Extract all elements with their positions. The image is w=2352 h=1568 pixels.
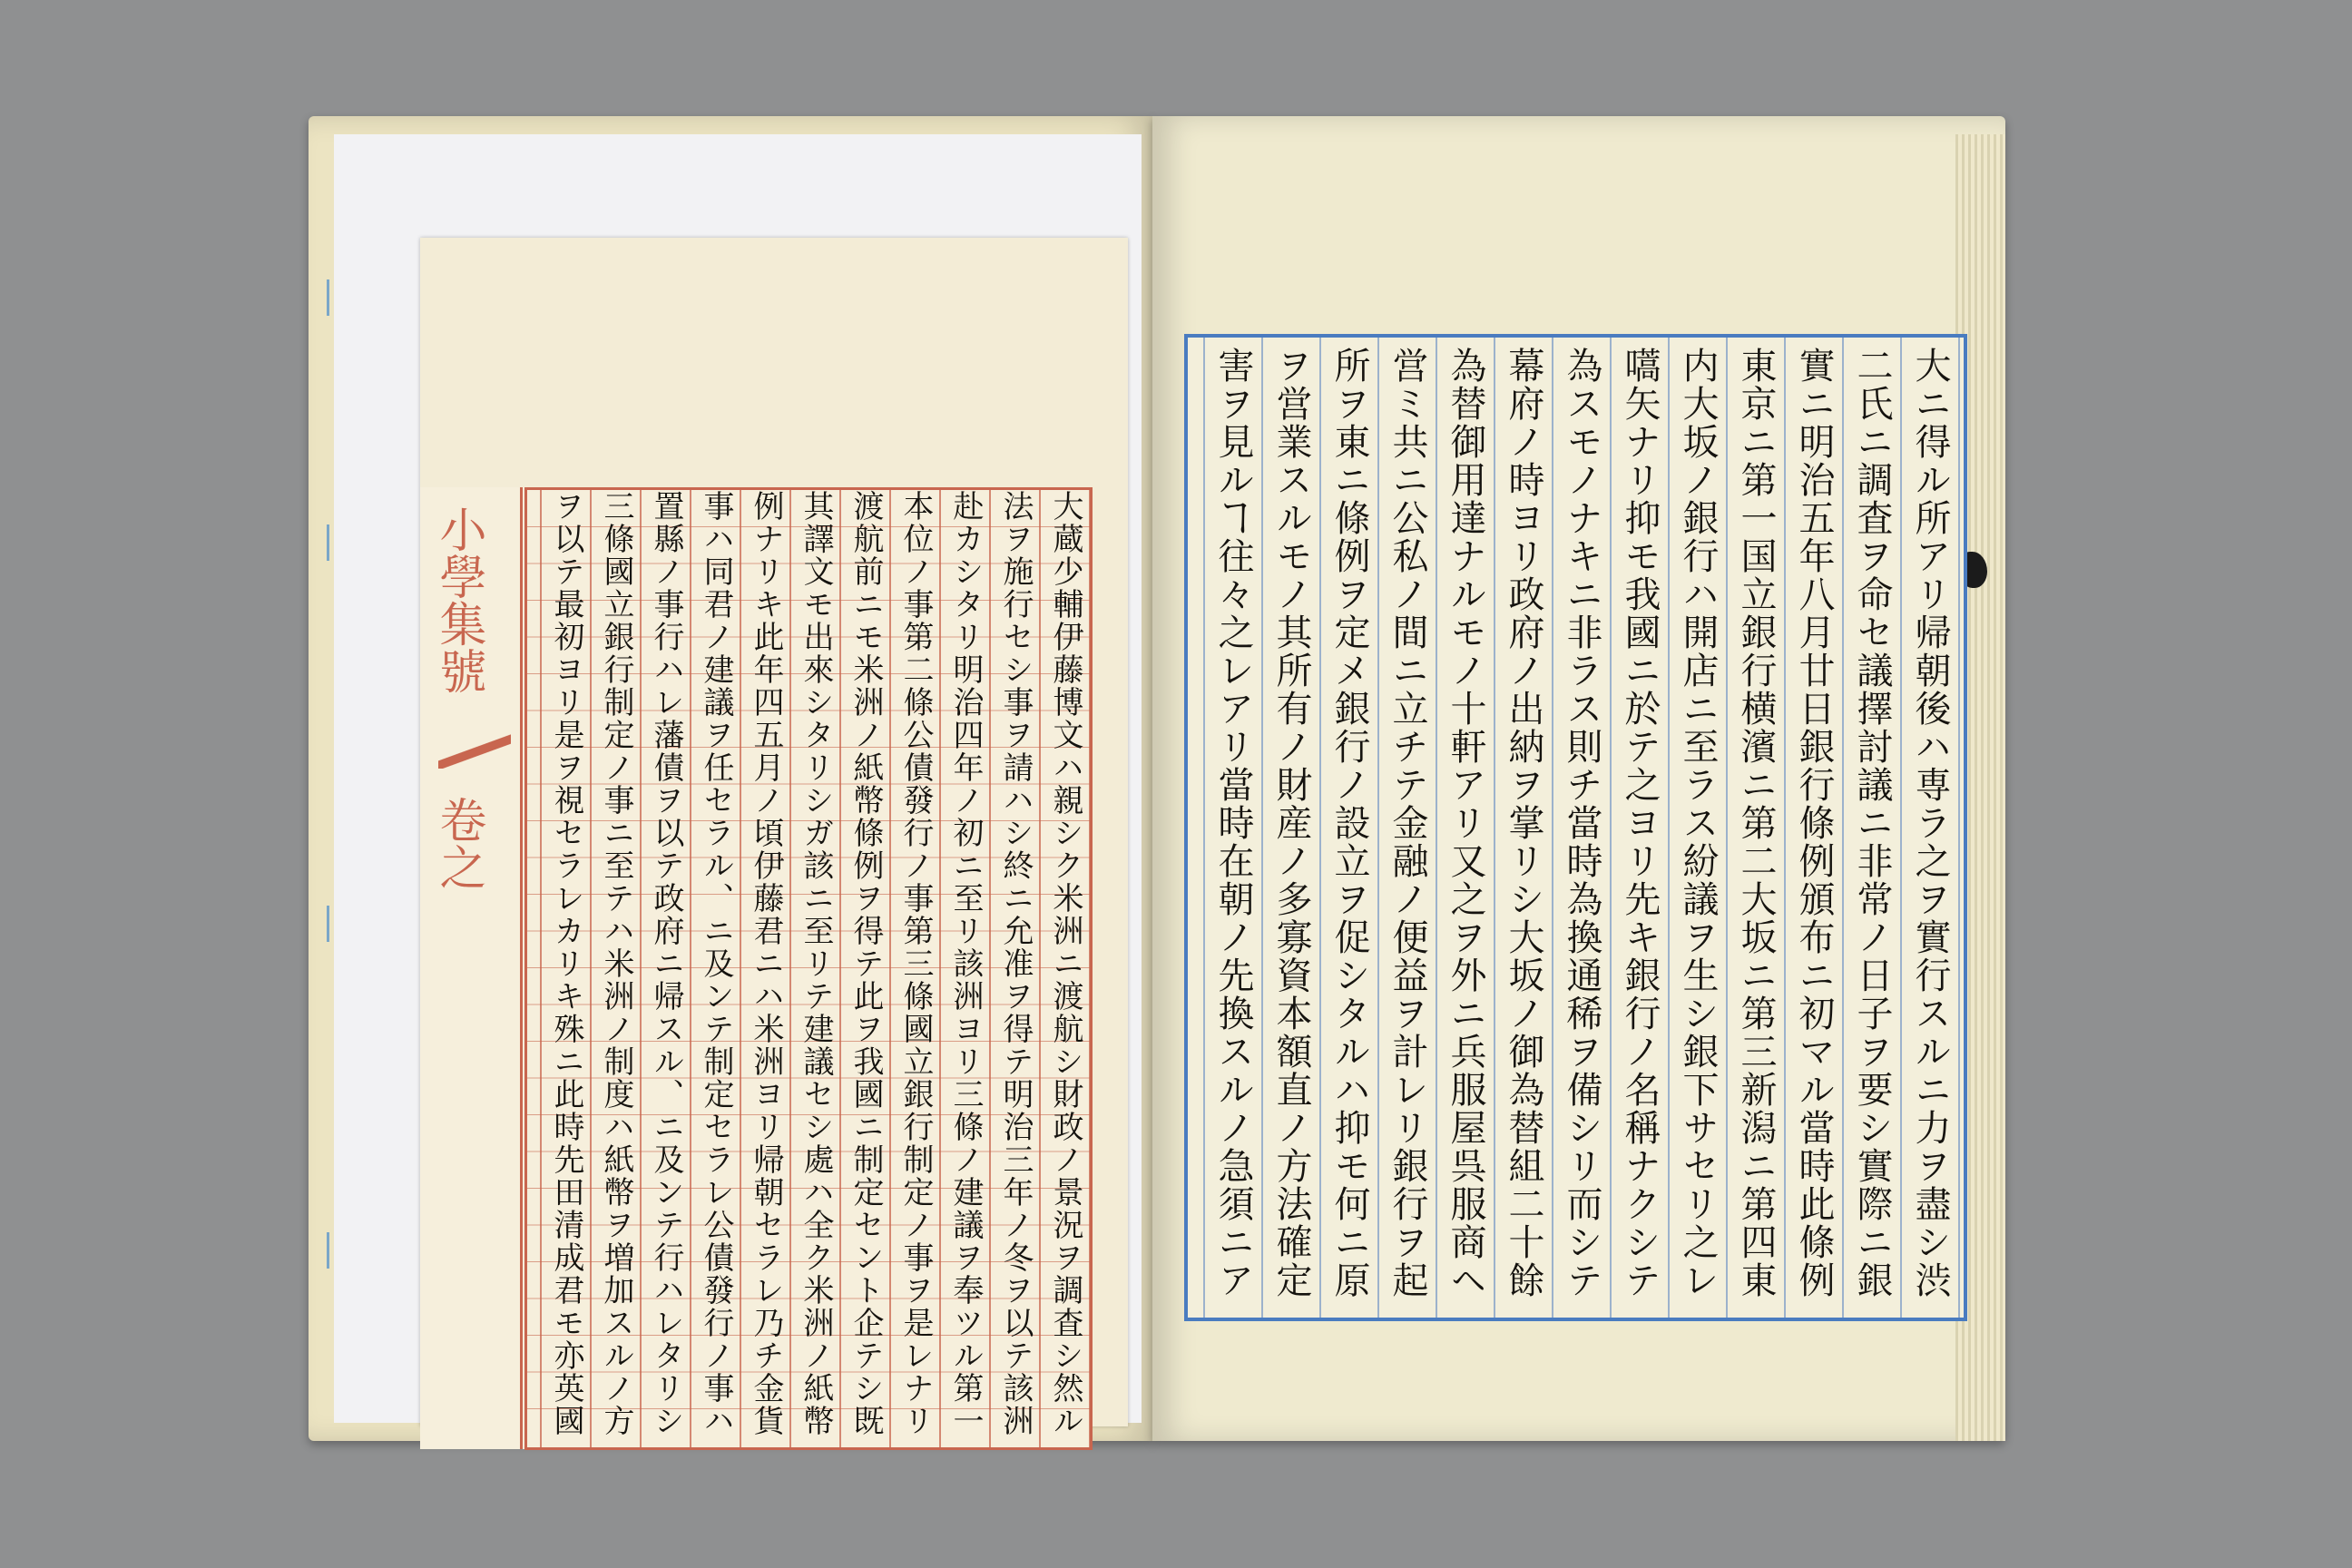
volume-label: 卷之 bbox=[431, 796, 485, 890]
text-column: 為替御用達ナルモノ十軒アリ又之ヲ外ニ兵服屋呉服商ヘ bbox=[1445, 347, 1486, 1299]
text-column: 大ニ得ル所アリ帰朝後ハ専ラ之ヲ實行スルニ力ヲ盡シ渋 bbox=[1909, 347, 1951, 1299]
binding-thread bbox=[327, 1232, 329, 1269]
text-column: 大蔵少輔伊藤博文ハ親シク米洲ニ渡航シ財政ノ景況ヲ調査シ然ル bbox=[1047, 490, 1083, 1437]
blue-ruled-frame bbox=[1184, 334, 1967, 1321]
text-column: 例ナリキ此年四五月ノ頃伊藤君ニハ米洲ヨリ帰朝セラレ乃チ金貨 bbox=[748, 490, 784, 1437]
text-column: 事ハ同君ノ建議ヲ任セラル、ニ及ンテ制定セラレ公債發行ノ事ハ bbox=[698, 490, 734, 1437]
text-column: 嚆矢ナリ抑モ我國ニ於テ之ヨリ先キ銀行ノ名稱ナクシテ bbox=[1619, 347, 1661, 1299]
text-column: ヲ以テ最初ヨリ是ヲ視セラレカリキ殊ニ此時先田清成君モ亦英國 bbox=[548, 490, 584, 1437]
text-column: 赴カシタリ明治四年ノ初ニ至リ該洲ヨリ三條ノ建議ヲ奉ツル第一 bbox=[947, 490, 984, 1437]
red-ruled-frame bbox=[420, 487, 1092, 1449]
text-column: 實ニ明治五年八月廿日銀行條例頒布ニ初マル當時此條例 bbox=[1793, 347, 1835, 1299]
text-column: 営ミ共ニ公私ノ間ニ立チテ金融ノ便益ヲ計レリ銀行ヲ起 bbox=[1387, 347, 1428, 1299]
left-page bbox=[309, 116, 1152, 1441]
text-column: ヲ営業スルモノ其所有ノ財産ノ多寡資本額直ノ方法確定 bbox=[1270, 347, 1312, 1299]
text-column: 害ヲ見ルヿ往々之レアリ當時在朝ノ先換スルノ急須ニア bbox=[1212, 347, 1254, 1299]
text-column: 其譯文モ出來シタリシガ該ニ至リテ建議セシ處ハ全ク米洲ノ紙幣 bbox=[798, 490, 834, 1437]
text-column: 東京ニ第一国立銀行横濱ニ第二大坂ニ第三新潟ニ第四東 bbox=[1735, 347, 1777, 1299]
book-title: 小學集號 bbox=[431, 505, 485, 694]
text-column: 置縣ノ事行ハレ藩債ヲ以テ政府ニ帰スル、ニ及ンテ行ハレタリシ bbox=[648, 490, 684, 1437]
text-column: 本位ノ事第二條公債發行ノ事第三條國立銀行制定ノ事ヲ是レナリ bbox=[897, 490, 934, 1437]
text-column: 所ヲ東ニ條例ヲ定メ銀行ノ設立ヲ促シタルハ抑モ何ニ原 bbox=[1328, 347, 1370, 1299]
side-title-column bbox=[420, 487, 523, 1449]
binding-thread bbox=[327, 906, 329, 942]
text-column: 渡航前ニモ米洲ノ紙幣條例ヲ得テ此ヲ我國ニ制定セント企テシ既 bbox=[848, 490, 884, 1437]
text-column: 内大坂ノ銀行ハ開店ニ至ラス紛議ヲ生シ銀下サセリ之レ bbox=[1677, 347, 1719, 1299]
text-column: 法ヲ施行セシ事ヲ請ハシ終ニ允准ヲ得テ明治三年ノ冬ヲ以テ該洲 bbox=[997, 490, 1034, 1437]
text-column: 二氏ニ調査ヲ命セ議擇討議ニ非常ノ日子ヲ要シ實際ニ銀 bbox=[1851, 347, 1893, 1299]
binding-thread bbox=[327, 524, 329, 561]
binding-thread bbox=[327, 279, 329, 316]
text-column: 為スモノナキニ非ラス則チ當時為換通稀ヲ備シリ而シテ bbox=[1561, 347, 1602, 1299]
fish-tail-mark bbox=[438, 732, 511, 769]
text-column: 三條國立銀行制定ノ事ニ至テハ米洲ノ制度ハ紙幣ヲ増加スルノ方 bbox=[598, 490, 634, 1437]
text-column: 幕府ノ時ヨリ政府ノ出納ヲ掌リシ大坂ノ御為替組二十餘 bbox=[1503, 347, 1544, 1299]
red-manuscript-grid bbox=[524, 487, 1093, 1450]
pasted-manuscript-sheet bbox=[420, 238, 1128, 1437]
right-page bbox=[1152, 116, 2005, 1441]
open-book bbox=[309, 116, 2005, 1441]
